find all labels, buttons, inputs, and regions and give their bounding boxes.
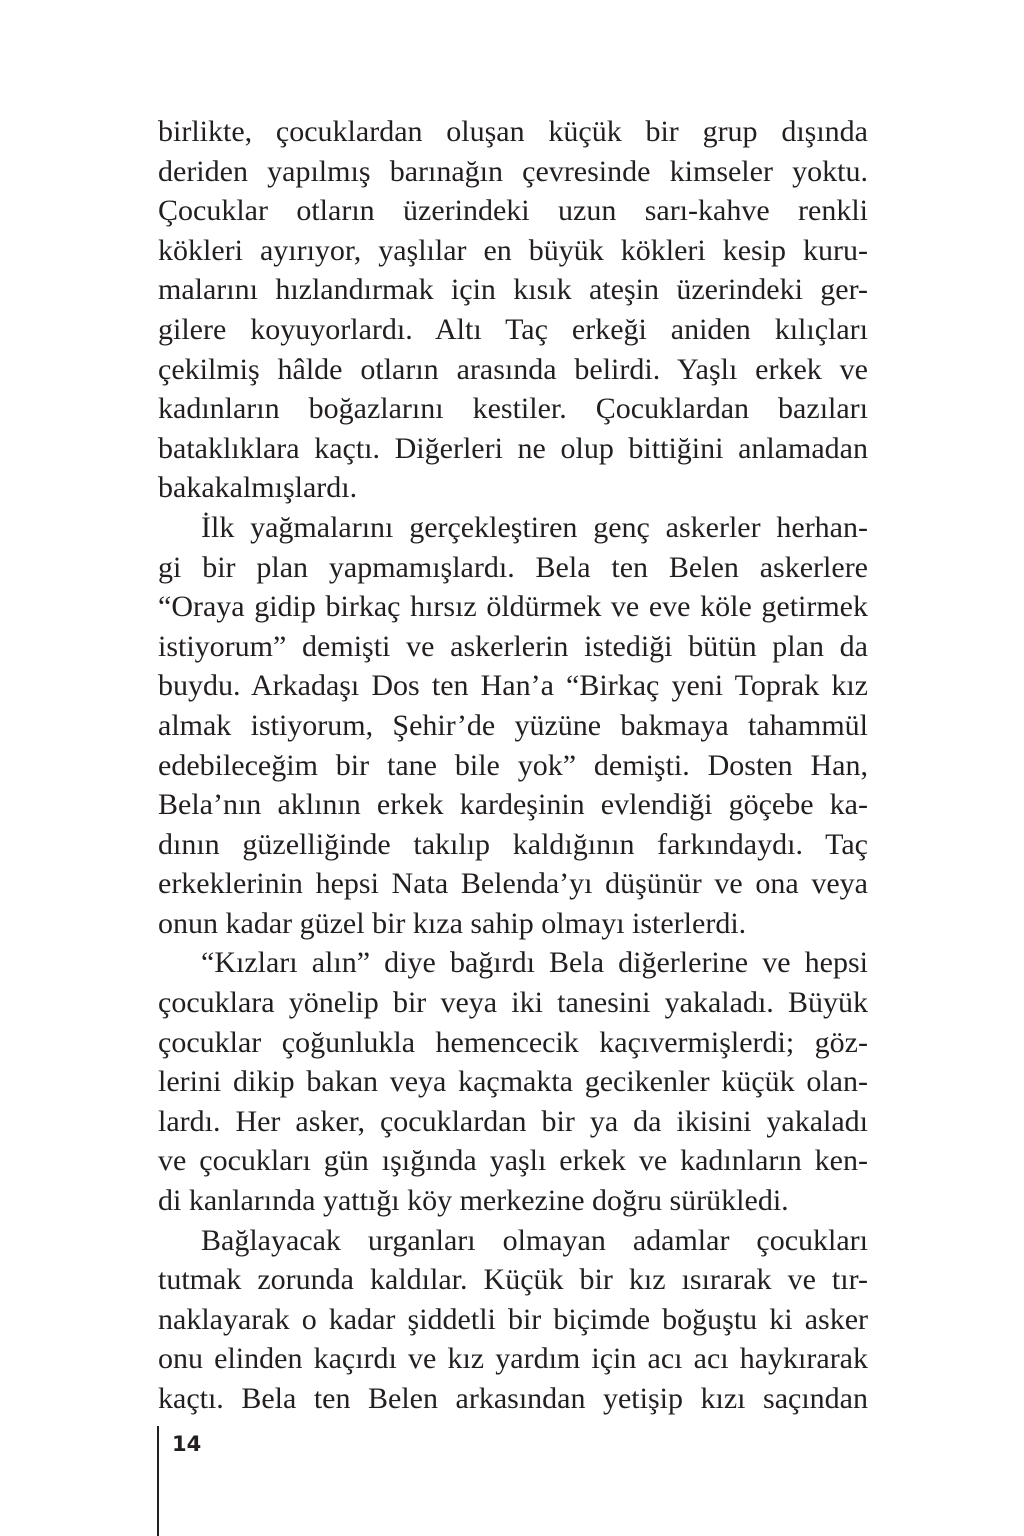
paragraph-1 <box>158 112 868 508</box>
body-text <box>158 112 868 1419</box>
text-line: kadınların boğazlarını kestiler. Çocuklardan bazıları <box>158 392 868 426</box>
text-line: kaçtı. Bela ten Belen arkasından yetişip kızı saçından <box>158 1382 868 1415</box>
text-line: istiyorum” demişti ve askerlerin istediği bütün plan da <box>158 629 868 663</box>
text-line: kökleri ayırıyor, yaşlılar en büyük kökleri kesip kuru- <box>158 233 868 267</box>
text-line: “Oraya gidip birkaç hırsız öldürmek ve eve köle getirmek <box>158 590 868 624</box>
text-line: malarını hızlandırmak için kısık ateşin üzerindeki ger- <box>158 273 868 307</box>
text-line: buydu. Arkadaşı Dos ten Han’a “Birkaç yeni Toprak kız <box>158 669 868 703</box>
text-line: Bağlayacak urganları olmayan adamlar çocukları <box>201 1223 868 1257</box>
text-line: Çocuklar otların üzerindeki uzun sarı-kahve renkli <box>158 194 868 228</box>
text-line: Bela’nın aklının erkek kardeşinin evlendiği göçebe ka- <box>158 788 868 822</box>
text-line: di kanlarında yattığı köy merkezine doğru sürükledi. <box>158 1184 789 1218</box>
text-line: İlk yağmalarını gerçekleştiren genç askerler herhan- <box>201 510 868 544</box>
text-line: “Kızları alın” diye bağırdı Bela diğerlerine ve hepsi <box>201 946 868 980</box>
text-line: deriden yapılmış barınağın çevresinde kimseler yoktu. <box>158 154 868 188</box>
text-line: gilere koyuyorlardı. Altı Taç erkeği aniden kılıçları <box>158 312 868 346</box>
text-line: edebileceğim bir tane bile yok” demişti. Dosten Han, <box>158 748 868 782</box>
text-line: birlikte, çocuklardan oluşan küçük bir grup dışında <box>158 115 868 148</box>
text-line: dının güzelliğinde takılıp kaldığının farkındaydı. Taç <box>158 827 868 861</box>
paragraph-3 <box>158 943 868 1220</box>
text-line: tutmak zorunda kaldılar. Küçük bir kız ısırarak ve tır- <box>158 1263 868 1297</box>
text-line: çekilmiş hâlde otların arasında belirdi. Yaşlı erkek ve <box>158 352 868 386</box>
text-line: çocuklara yönelip bir veya iki tanesini yakaladı. Büyük <box>158 986 868 1020</box>
footer-rule <box>157 1426 159 1536</box>
text-line: naklayarak o kadar şiddetli bir biçimde boğuştu ki asker <box>158 1302 868 1336</box>
text-line: lardı. Her asker, çocuklardan bir ya da ikisini yakaladı <box>158 1104 868 1138</box>
page-number: 14 <box>172 1432 202 1456</box>
text-line: lerini dikip bakan veya kaçmakta gecikenler küçük olan- <box>158 1065 868 1099</box>
text-line: onun kadar güzel bir kıza sahip olmayı isterlerdi. <box>158 906 747 940</box>
paragraph-2 <box>158 508 868 944</box>
text-line: erkeklerinin hepsi Nata Belenda’yı düşünür ve ona veya <box>158 867 868 901</box>
text-line: çocuklar çoğunlukla hemencecik kaçıvermişlerdi; göz- <box>158 1025 868 1059</box>
text-line: bataklıklara kaçtı. Diğerleri ne olup bittiğini anlamadan <box>158 431 868 465</box>
text-line: ve çocukları gün ışığında yaşlı erkek ve kadınların ken- <box>158 1144 868 1178</box>
text-line: gi bir plan yapmamışlardı. Bela ten Belen askerlere <box>158 550 868 584</box>
text-line: onu elinden kaçırdı ve kız yardım için acı acı haykırarak <box>158 1342 868 1376</box>
text-line: bakakalmışlardı. <box>158 471 358 505</box>
text-line: almak istiyorum, Şehir’de yüzüne bakmaya tahammül <box>158 708 868 742</box>
paragraph-4 <box>158 1221 868 1419</box>
